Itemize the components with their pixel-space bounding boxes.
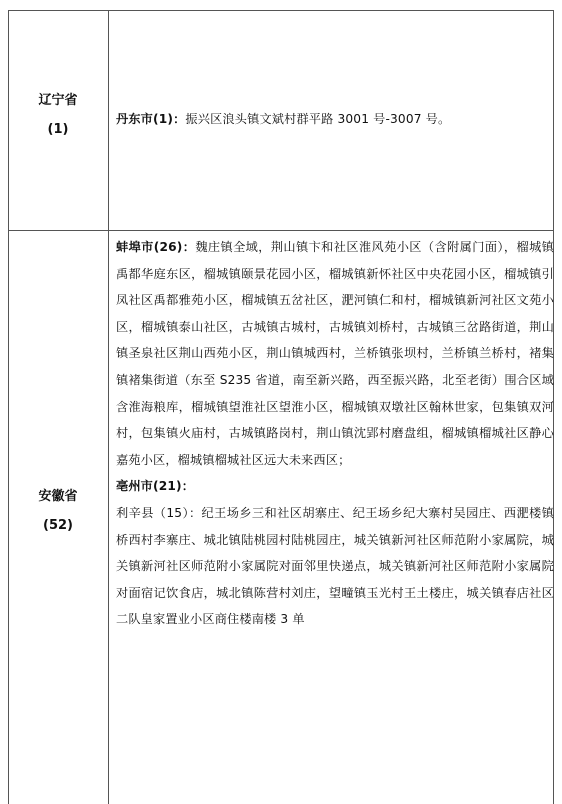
city-label: 丹东市(1)：	[116, 112, 186, 126]
content-cell-liaoning	[116, 106, 554, 133]
table-row-divider	[8, 230, 554, 231]
province-cell-liaoning	[8, 91, 108, 140]
province-name: 辽宁省	[38, 93, 78, 108]
province-count: (1)	[47, 122, 69, 137]
province-cell-anhui	[8, 487, 108, 536]
location-paragraph	[116, 106, 554, 133]
table-column-divider	[108, 10, 109, 804]
city-label: 亳州市(21)：	[116, 479, 195, 494]
city-label: 蚌埠市(26)：	[116, 240, 196, 254]
location-text: 振兴区浪头镇文斌村群平路 3001 号-3007 号。	[185, 112, 451, 126]
province-name: 安徽省	[38, 489, 78, 504]
table-border-top	[8, 10, 554, 11]
location-paragraph: 利辛县（15）：纪王场乡三和社区胡寨庄、纪王场乡纪大寨村吴园庄、西淝楼镇桥西村李寨庄、城北镇陆桃园村陆桃园庄，城关镇新河社区师范附小家属院，城关镇新河社区师范附小家属院对面邻里快递点，城关镇新河社区师范附小家属院对面宿记饮食店，城北镇陈营村刘庄，望疃镇玉光村王土楼庄，城关镇春店社区二队皇家置业小区商住楼南楼 3 单	[116, 505, 554, 627]
content-cell-anhui	[116, 234, 554, 633]
location-text: 魏庄镇全域，荆山镇卞和社区淮风苑小区（含附属门面），榴城镇禹都华庭东区，榴城镇颐景花园小区，榴城镇新怀社区中央花园小区，榴城镇引凤社区禹都雅苑小区，榴城镇五岔社区，淝河镇仁和村，榴城镇新河社区文苑小区，榴城镇泰山社区，古城镇古城村，古城镇刘桥村，古城镇三岔路街道，荆山镇圣泉社区荆山西苑小区，荆山镇城西村，兰桥镇张坝村，兰桥镇兰桥村，褚集镇褚集街道（东至 S235 省道，南至新兴路，西至振兴路，北至老街）围合区域含淮海粮库，榴城镇望淮社区望淮小区，榴城镇双墩社区翰林世家，包集镇双河村，包集镇火庙村，古城镇路岗村，荆山镇沈郢村磨盘组，榴城镇榴城社区静心嘉苑小区，榴城镇榴城社区远大未来西区；	[116, 240, 554, 467]
province-count: (52)	[43, 518, 73, 533]
location-paragraph	[116, 234, 554, 473]
